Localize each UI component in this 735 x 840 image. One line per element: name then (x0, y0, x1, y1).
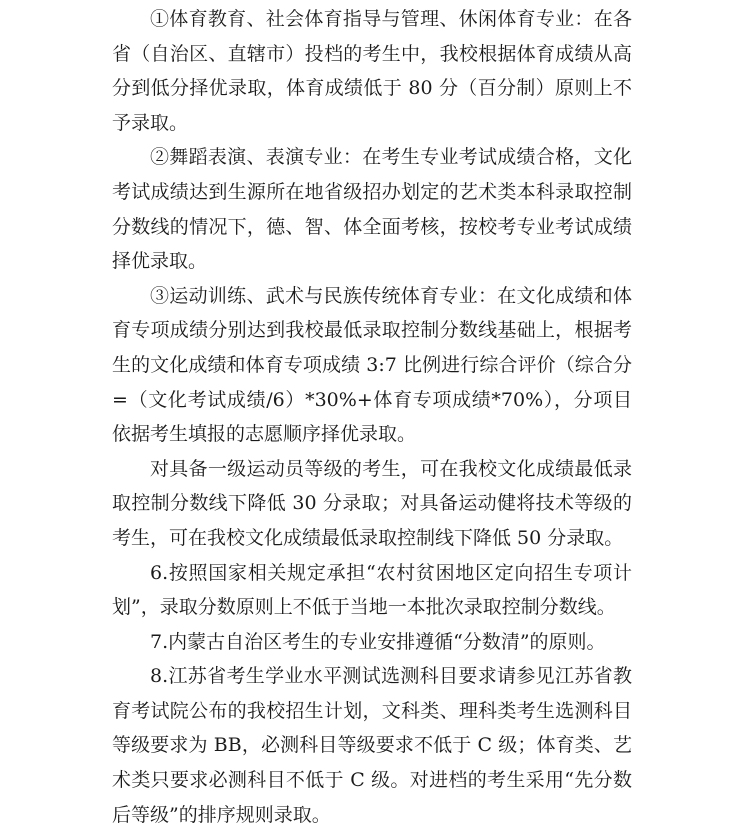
paragraph-sports-training: ③运动训练、武术与民族传统体育专业：在文化成绩和体育专项成绩分别达到我校最低录取控制分数线基础上，根据考生的文化成绩和体育专项成绩 3:7 比例进行综合评价（综合分=（文化考试成绩/6）*30%+体育专项成绩*70%），分项目依据考生填报的志愿顺序择优录取。 (112, 284, 632, 446)
document-page (112, 2, 632, 832)
paragraph-sports-education: ①体育教育、社会体育指导与管理、休闲体育专业：在各省（自治区、直辖市）投档的考生中，我校根据体育成绩从高分到低分择优录取，体育成绩低于 80 分（百分制）原则上不予录取。 (112, 8, 632, 134)
paragraph-rule-7: 7.内蒙古自治区考生的专业安排遵循“分数清”的原则。 (150, 630, 606, 653)
paragraph-dance-performance: ②舞蹈表演、表演专业：在考生专业考试成绩合格，文化考试成绩达到生源所在地省级招办划定的艺术类本科录取控制分数线的情况下，德、智、体全面考核，按校考专业考试成绩择优录取。 (112, 146, 632, 273)
paragraph-rule-8: 8.江苏省考生学业水平测试选测科目要求请参见江苏省教育考试院公布的我校招生计划，文科类、理科类考生选测科目等级要求为 BB，必测科目等级要求不低于 C 级；体育类、艺术类只要求必测科目不低于 C 级。对进档的考生采用“先分数后等级”的排序规则录取。 (112, 665, 632, 826)
paragraph-rule-6: 6.按照国家相关规定承担“农村贫困地区定向招生专项计划”，录取分数原则上不低于当地一本批次录取控制分数线。 (112, 561, 632, 619)
paragraph-athlete-bonus: 对具备一级运动员等级的考生，可在我校文化成绩最低录取控制分数线下降低 30 分录取；对具备运动健将技术等级的考生，可在我校文化成绩最低录取控制线下降低 50 分录取。 (112, 457, 632, 549)
